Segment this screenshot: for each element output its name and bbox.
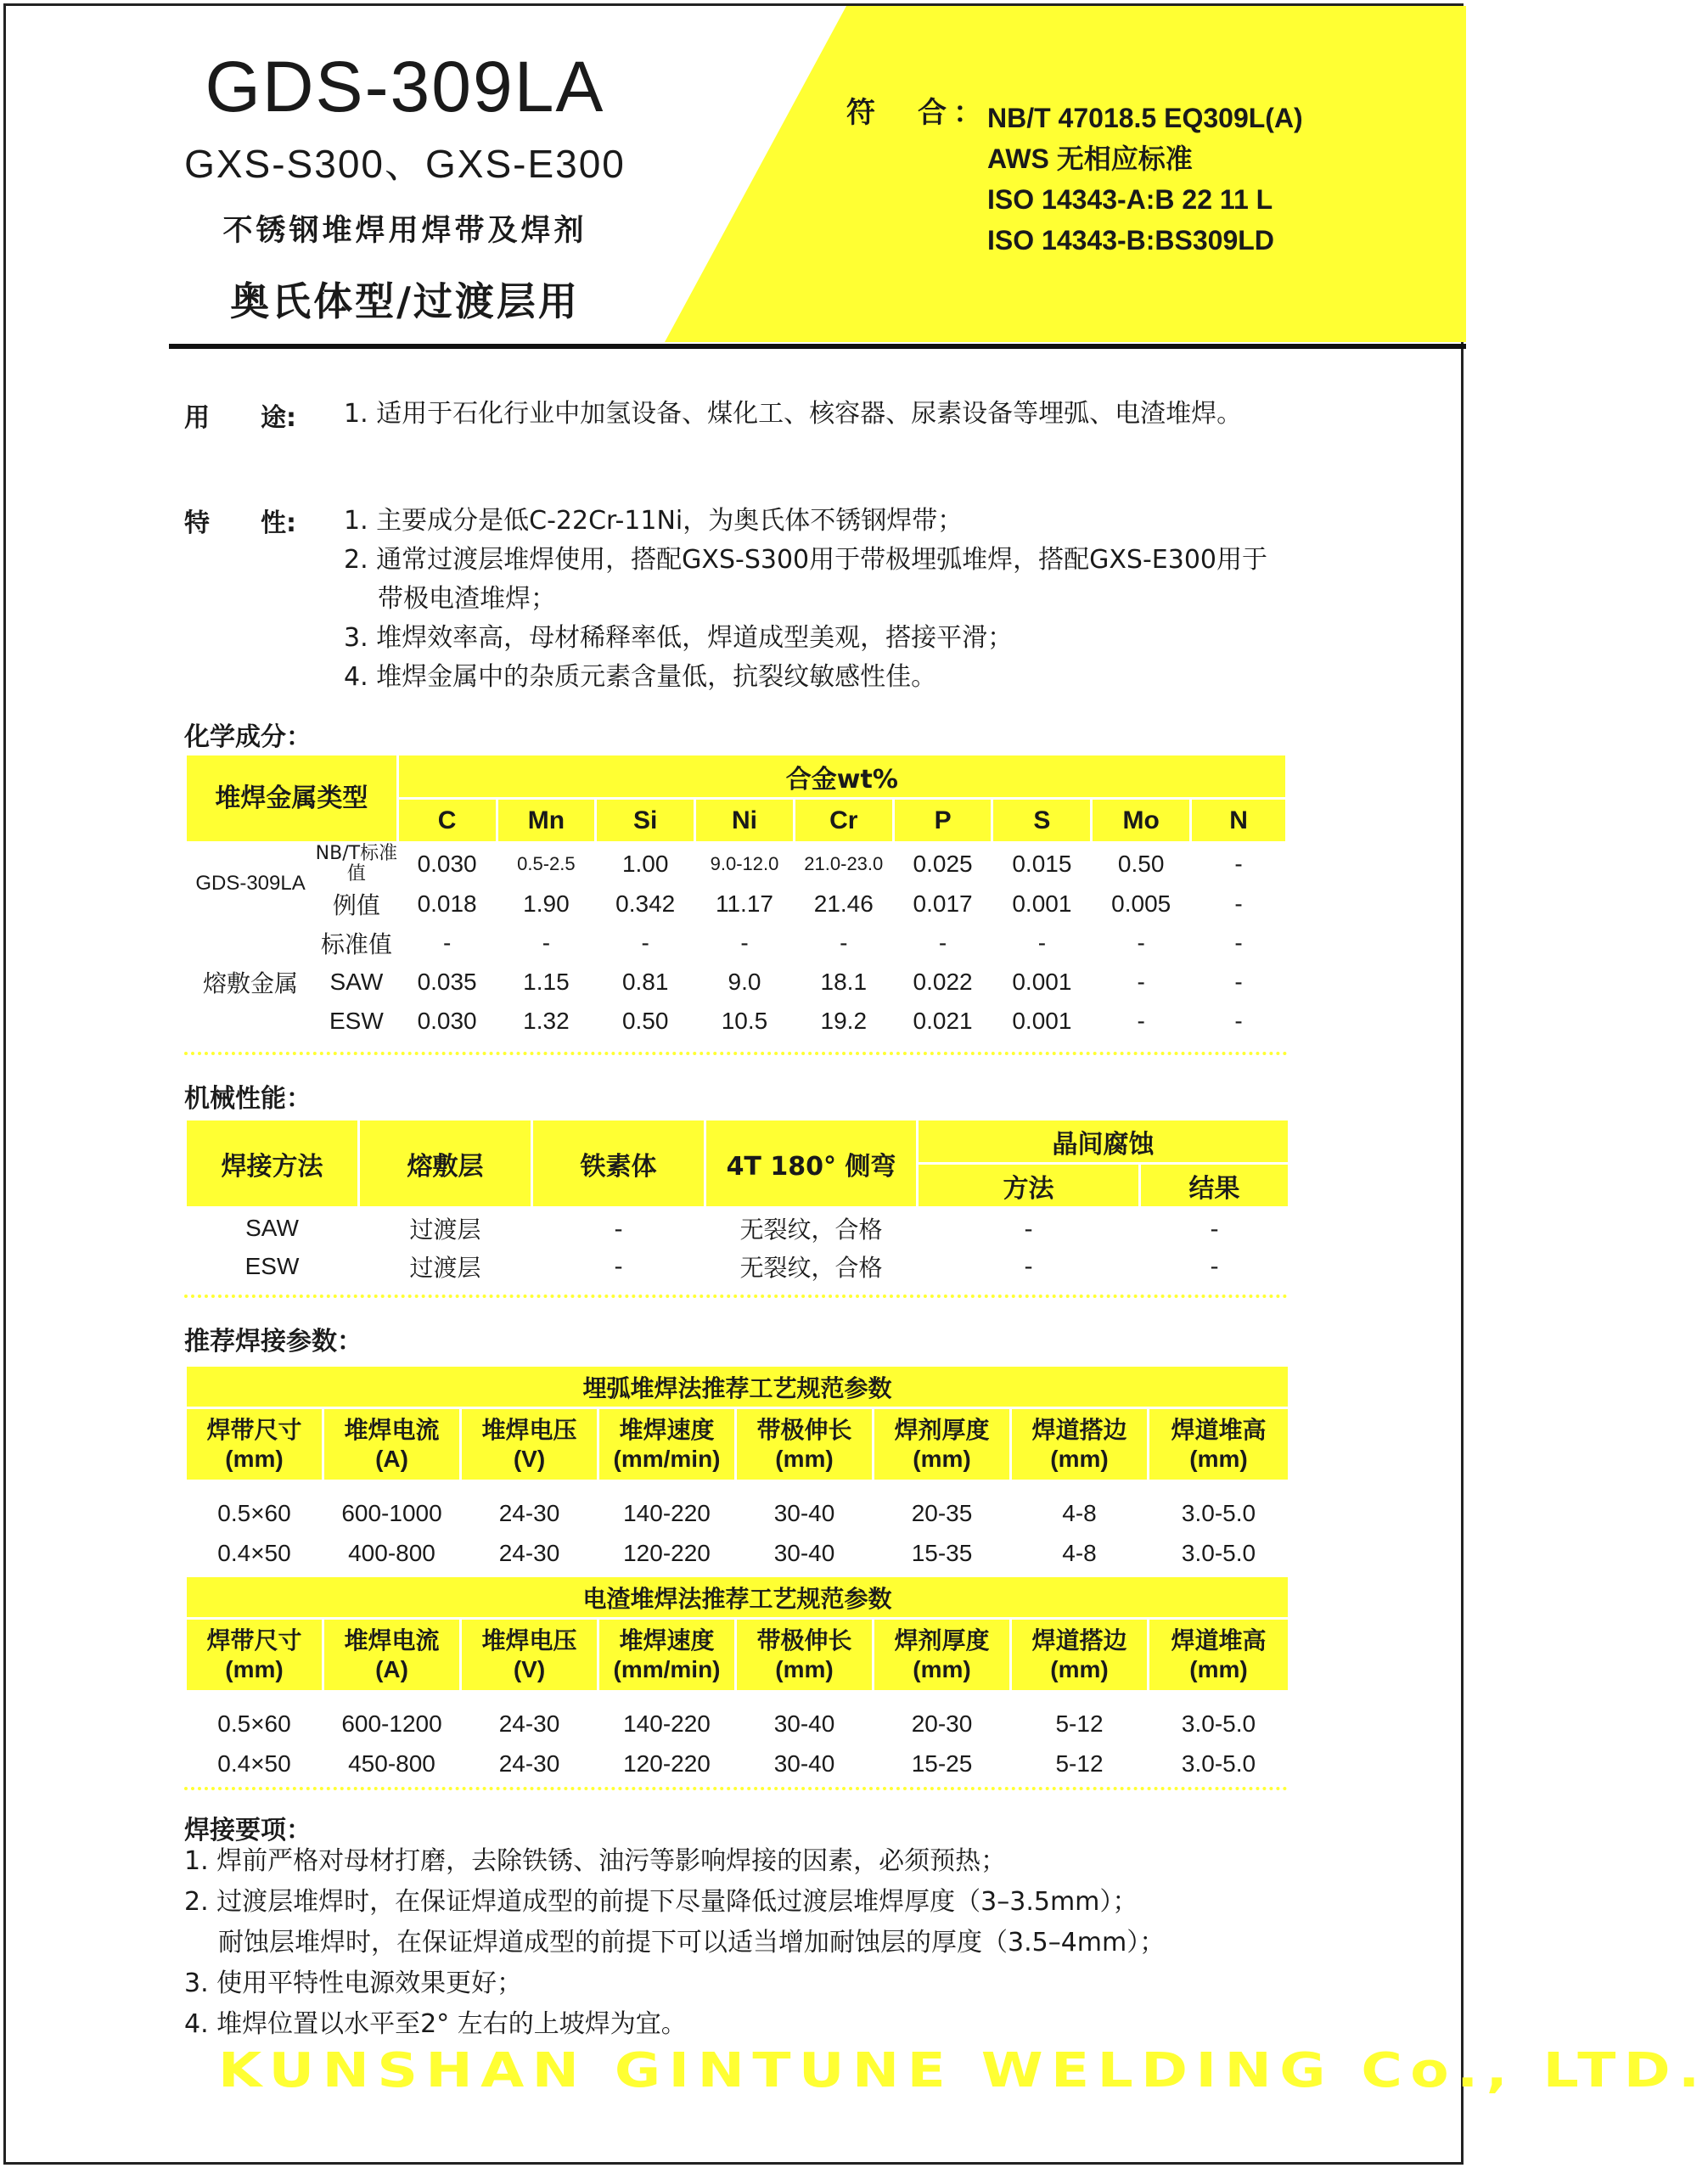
standards-label: 符 合： <box>846 96 989 130</box>
feature-item: 4. 堆焊金属中的杂质元素含量低，抗裂纹敏感性佳。 <box>344 662 937 692</box>
dotted-divider <box>184 1295 1288 1298</box>
value-cell: 0.030 <box>417 851 477 877</box>
standard-item: AWS 无相应标准 <box>987 143 1193 174</box>
param-cell: 20-30 <box>911 1710 973 1738</box>
param-cell: 120-220 <box>623 1539 711 1566</box>
param-header-unit: (V) <box>513 1445 546 1472</box>
param-header-unit: (mm) <box>913 1655 971 1682</box>
mech-cell: - <box>614 1214 623 1243</box>
value-cell: - <box>1234 1008 1243 1034</box>
value-cell: - <box>840 930 848 956</box>
mech-cell: SAW <box>245 1215 299 1242</box>
value-cell: 1.32 <box>523 1008 570 1034</box>
param-header <box>186 1619 323 1692</box>
element-header: Mn <box>497 799 596 843</box>
standard-item: NB/T 47018.5 EQ309L(A) <box>987 103 1303 133</box>
usage-text <box>344 395 1286 434</box>
value-cell: 19.2 <box>820 1008 868 1034</box>
param-header-unit: (mm) <box>913 1445 971 1472</box>
method-header: 焊接方法 <box>186 1120 359 1208</box>
param-header-name: 焊道搭边 <box>1031 1626 1127 1654</box>
product-description: 不锈钢堆焊用焊带及焊剂 <box>222 214 587 248</box>
value-cell: - <box>1234 969 1243 995</box>
element-header: P <box>893 799 992 843</box>
note-item: 2. 过渡层堆焊时，在保证焊道成型的前提下尽量降低过渡层堆焊厚度（3–3.5mm）； <box>184 1887 1138 1917</box>
value-cell: 0.342 <box>615 890 676 917</box>
product-title: GDS-309LA <box>205 47 605 126</box>
mech-cell: 过渡层 <box>409 1253 481 1282</box>
param-header <box>598 1619 736 1692</box>
param-header-unit: (mm) <box>1189 1655 1248 1682</box>
param-header-name: 焊道堆高 <box>1171 1626 1267 1654</box>
param-cell: 30-40 <box>773 1710 835 1738</box>
value-cell: - <box>1137 1008 1145 1034</box>
notes-list <box>184 1841 1373 2045</box>
param-header-name: 带极伸长 <box>756 1415 852 1444</box>
value-cell: 0.015 <box>1012 851 1072 877</box>
param-header-unit: (mm) <box>775 1445 834 1472</box>
header-divider <box>169 344 1466 349</box>
note-item: 1. 焊前严格对母材打磨，去除铁锈、油污等影响焊接的因素，必须预热； <box>184 1846 1007 1876</box>
param-header <box>461 1408 598 1481</box>
param-cell: 3.0-5.0 <box>1181 1750 1256 1777</box>
value-cell: 0.001 <box>1012 890 1072 917</box>
param-cell: 600-1000 <box>341 1500 442 1527</box>
param-header-name: 堆焊电流 <box>344 1415 440 1444</box>
param-cell: 400-800 <box>348 1539 435 1566</box>
element-header: Ni <box>695 799 795 843</box>
mech-cell: - <box>1024 1252 1033 1280</box>
note-item: 4. 堆焊位置以水平至2° 左右的上坡焊为宜。 <box>184 2009 687 2039</box>
note-item: 耐蚀层堆焊时，在保证焊道成型的前提下可以适当增加耐蚀层的厚度（3.5–4mm）； <box>218 1928 1166 1957</box>
element-header: S <box>992 799 1092 843</box>
value-cell: 0.030 <box>417 1008 477 1034</box>
dotted-divider <box>184 1052 1288 1055</box>
features-text <box>344 502 1286 697</box>
param-cell: 20-35 <box>911 1500 973 1527</box>
param-cell: 30-40 <box>773 1750 835 1777</box>
value-cell: - <box>1137 930 1145 956</box>
value-cell: 11.17 <box>715 890 773 917</box>
group-label: 熔敷金属 <box>203 969 299 997</box>
param-cell: 0.4×50 <box>217 1750 291 1777</box>
title-block <box>133 40 677 335</box>
param-cell: 15-25 <box>911 1750 973 1777</box>
value-cell: - <box>1234 890 1243 917</box>
param-header <box>736 1408 874 1481</box>
value-cell: 10.5 <box>721 1008 768 1034</box>
standard-item: ISO 14343-B:BS309LD <box>987 225 1274 256</box>
row-label: 例值 <box>332 891 380 919</box>
value-cell: - <box>1234 930 1243 956</box>
mechanical-title: 机械性能： <box>184 1084 312 1114</box>
value-cell: 0.021 <box>913 1008 973 1034</box>
param-header-name: 堆焊电压 <box>481 1415 577 1444</box>
mech-cell: - <box>1024 1214 1033 1243</box>
value-cell: 0.001 <box>1012 1008 1072 1034</box>
value-cell: 0.001 <box>1012 969 1072 995</box>
mech-cell: 过渡层 <box>409 1216 481 1244</box>
param-cell: 140-220 <box>623 1500 711 1527</box>
value-cell: 0.025 <box>913 851 973 877</box>
mech-cell: - <box>1210 1252 1219 1280</box>
standard-item: ISO 14343-A:B 22 11 L <box>987 184 1273 215</box>
bend-header: 4T 180° 侧弯 <box>705 1120 918 1208</box>
value-cell: 0.005 <box>1111 890 1171 917</box>
param-header <box>1149 1619 1289 1692</box>
param-header-name: 焊剂厚度 <box>894 1626 990 1654</box>
param-header-unit: (A) <box>375 1655 408 1682</box>
ic-method-header: 方法 <box>918 1164 1140 1208</box>
row-label: NB/T标准值 <box>315 843 398 885</box>
param-cell: 5-12 <box>1055 1710 1104 1738</box>
esw-caption: 电渣堆焊法推荐工艺规范参数 <box>186 1576 1289 1619</box>
params-title: 推荐焊接参数： <box>184 1327 362 1356</box>
param-header-unit: (mm) <box>225 1655 284 1682</box>
ferrite-header: 铁素体 <box>532 1120 705 1208</box>
element-header: Cr <box>794 799 893 843</box>
notes-title: 焊接要项： <box>184 1816 312 1845</box>
param-header-unit: (mm) <box>1050 1445 1109 1472</box>
ic-header: 晶间腐蚀 <box>918 1120 1289 1164</box>
chemistry-title: 化学成分： <box>184 722 312 752</box>
element-header: C <box>397 799 497 843</box>
param-header-name: 堆焊电压 <box>481 1626 577 1654</box>
saw-params-table <box>184 1364 1290 1573</box>
param-cell: 450-800 <box>348 1750 435 1777</box>
param-header-name: 焊带尺寸 <box>206 1415 302 1444</box>
param-cell: 30-40 <box>773 1500 835 1527</box>
row-label: SAW <box>329 969 384 995</box>
param-header <box>323 1619 461 1692</box>
param-cell: 24-30 <box>498 1710 560 1738</box>
param-header-unit: (mm/min) <box>613 1445 721 1472</box>
company-name: KUNSHAN GINTUNE WELDING Co., LTD. <box>218 2043 1708 2098</box>
row-label: 标准值 <box>320 930 392 958</box>
param-header <box>736 1619 874 1692</box>
param-header-unit: (mm) <box>1050 1655 1109 1682</box>
value-cell: - <box>1037 930 1047 956</box>
value-cell: - <box>641 930 649 956</box>
value-cell: 1.00 <box>621 851 669 877</box>
features-label: 特 性: <box>184 508 296 538</box>
dotted-divider <box>184 1787 1288 1790</box>
mech-cell: 无裂纹，合格 <box>739 1216 883 1244</box>
param-header-name: 焊带尺寸 <box>206 1626 302 1654</box>
param-cell: 3.0-5.0 <box>1181 1500 1256 1527</box>
param-header <box>186 1408 323 1481</box>
param-cell: 15-35 <box>911 1539 973 1566</box>
param-header <box>1149 1408 1289 1481</box>
value-cell: 21.46 <box>813 890 874 917</box>
element-header: N <box>1191 799 1287 843</box>
param-cell: 4-8 <box>1062 1500 1097 1527</box>
value-cell: - <box>542 930 551 956</box>
value-cell: 0.5-2.5 <box>517 853 576 874</box>
param-header-unit: (mm/min) <box>613 1655 721 1682</box>
note-item: 3. 使用平特性电源效果更好； <box>184 1969 523 1998</box>
param-header <box>1011 1408 1149 1481</box>
value-cell: - <box>1234 851 1243 877</box>
value-cell: - <box>442 930 452 956</box>
param-header <box>598 1408 736 1481</box>
usage-item: 1. 适用于石化行业中加氢设备、煤化工、核容器、尿素设备等埋弧、电渣堆焊。 <box>344 399 1243 429</box>
mech-cell: 无裂纹，合格 <box>739 1253 883 1282</box>
param-header-unit: (mm) <box>225 1445 284 1472</box>
param-header-name: 堆焊速度 <box>619 1415 715 1444</box>
value-cell: 0.81 <box>621 969 669 995</box>
param-cell: 5-12 <box>1055 1750 1104 1777</box>
value-cell: - <box>1137 969 1145 995</box>
param-cell: 30-40 <box>773 1539 835 1566</box>
mech-cell: - <box>614 1252 623 1280</box>
param-cell: 0.4×50 <box>217 1539 291 1566</box>
param-cell: 0.5×60 <box>217 1710 291 1738</box>
type-header: 堆焊金属类型 <box>186 755 398 843</box>
value-cell: 18.1 <box>820 969 868 995</box>
value-cell: - <box>938 930 947 956</box>
value-cell: 0.022 <box>913 969 973 995</box>
param-cell: 24-30 <box>498 1539 560 1566</box>
param-cell: 3.0-5.0 <box>1181 1539 1256 1566</box>
param-header-unit: (A) <box>375 1445 408 1472</box>
feature-item: 3. 堆焊效率高，母材稀释率低，焊道成型美观，搭接平滑； <box>344 623 1014 653</box>
param-header-name: 带极伸长 <box>756 1626 852 1654</box>
value-cell: 0.035 <box>417 969 477 995</box>
value-cell: 0.017 <box>913 890 973 917</box>
param-cell: 24-30 <box>498 1750 560 1777</box>
param-header-unit: (V) <box>513 1655 546 1682</box>
saw-caption: 埋弧堆焊法推荐工艺规范参数 <box>186 1366 1289 1408</box>
mech-cell: - <box>1210 1214 1219 1243</box>
layer-header: 熔敷层 <box>359 1120 532 1208</box>
param-header-unit: (mm) <box>775 1655 834 1682</box>
param-header-unit: (mm) <box>1189 1445 1248 1472</box>
param-cell: 120-220 <box>623 1750 711 1777</box>
product-subtitle: GXS-S300、GXS-E300 <box>184 142 626 186</box>
param-cell: 600-1200 <box>341 1710 442 1738</box>
alloy-header: 合金wt% <box>397 755 1286 799</box>
value-cell: 9.0 <box>728 969 761 995</box>
document-frame <box>3 3 1708 2165</box>
usage-label: 用 途: <box>184 403 296 433</box>
value-cell: 0.50 <box>621 1008 669 1034</box>
element-header: Mo <box>1092 799 1191 843</box>
group-label: GDS-309LA <box>195 872 306 895</box>
feature-item: 2. 通常过渡层堆焊使用，搭配GXS-S300用于带极埋弧堆焊，搭配GXS-E300用于带极电渣堆焊； <box>344 545 1268 614</box>
param-cell: 3.0-5.0 <box>1181 1710 1256 1738</box>
value-cell: 1.15 <box>523 969 570 995</box>
ic-result-header: 结果 <box>1140 1164 1289 1208</box>
param-header-name: 焊道搭边 <box>1031 1415 1127 1444</box>
row-label: ESW <box>329 1008 384 1034</box>
mech-cell: ESW <box>244 1252 300 1279</box>
param-cell: 4-8 <box>1062 1539 1097 1566</box>
value-cell: 21.0-23.0 <box>804 853 884 874</box>
value-cell: 1.90 <box>523 890 570 917</box>
param-header-name: 堆焊电流 <box>344 1626 440 1654</box>
param-header-name: 焊道堆高 <box>1171 1415 1267 1444</box>
param-header <box>323 1408 461 1481</box>
value-cell: 0.018 <box>417 890 477 917</box>
param-header-name: 堆焊速度 <box>619 1626 715 1654</box>
param-cell: 140-220 <box>623 1710 711 1738</box>
feature-item: 1. 主要成分是低C-22Cr-11Ni，为奥氏体不锈钢焊带； <box>344 506 964 536</box>
value-cell: 9.0-12.0 <box>710 853 779 874</box>
param-cell: 0.5×60 <box>217 1500 291 1527</box>
value-cell: - <box>740 930 749 956</box>
mechanical-table <box>184 1118 1290 1284</box>
esw-params-table <box>184 1575 1290 1783</box>
param-header-name: 焊剂厚度 <box>894 1415 990 1444</box>
param-header <box>874 1619 1011 1692</box>
chemistry-table <box>184 753 1288 1041</box>
product-type: 奥氏体型/过渡层用 <box>230 278 580 324</box>
param-header <box>461 1619 598 1692</box>
value-cell: 0.50 <box>1117 851 1165 877</box>
param-cell: 24-30 <box>498 1500 560 1527</box>
param-header <box>874 1408 1011 1481</box>
element-header: Si <box>596 799 695 843</box>
param-header <box>1011 1619 1149 1692</box>
